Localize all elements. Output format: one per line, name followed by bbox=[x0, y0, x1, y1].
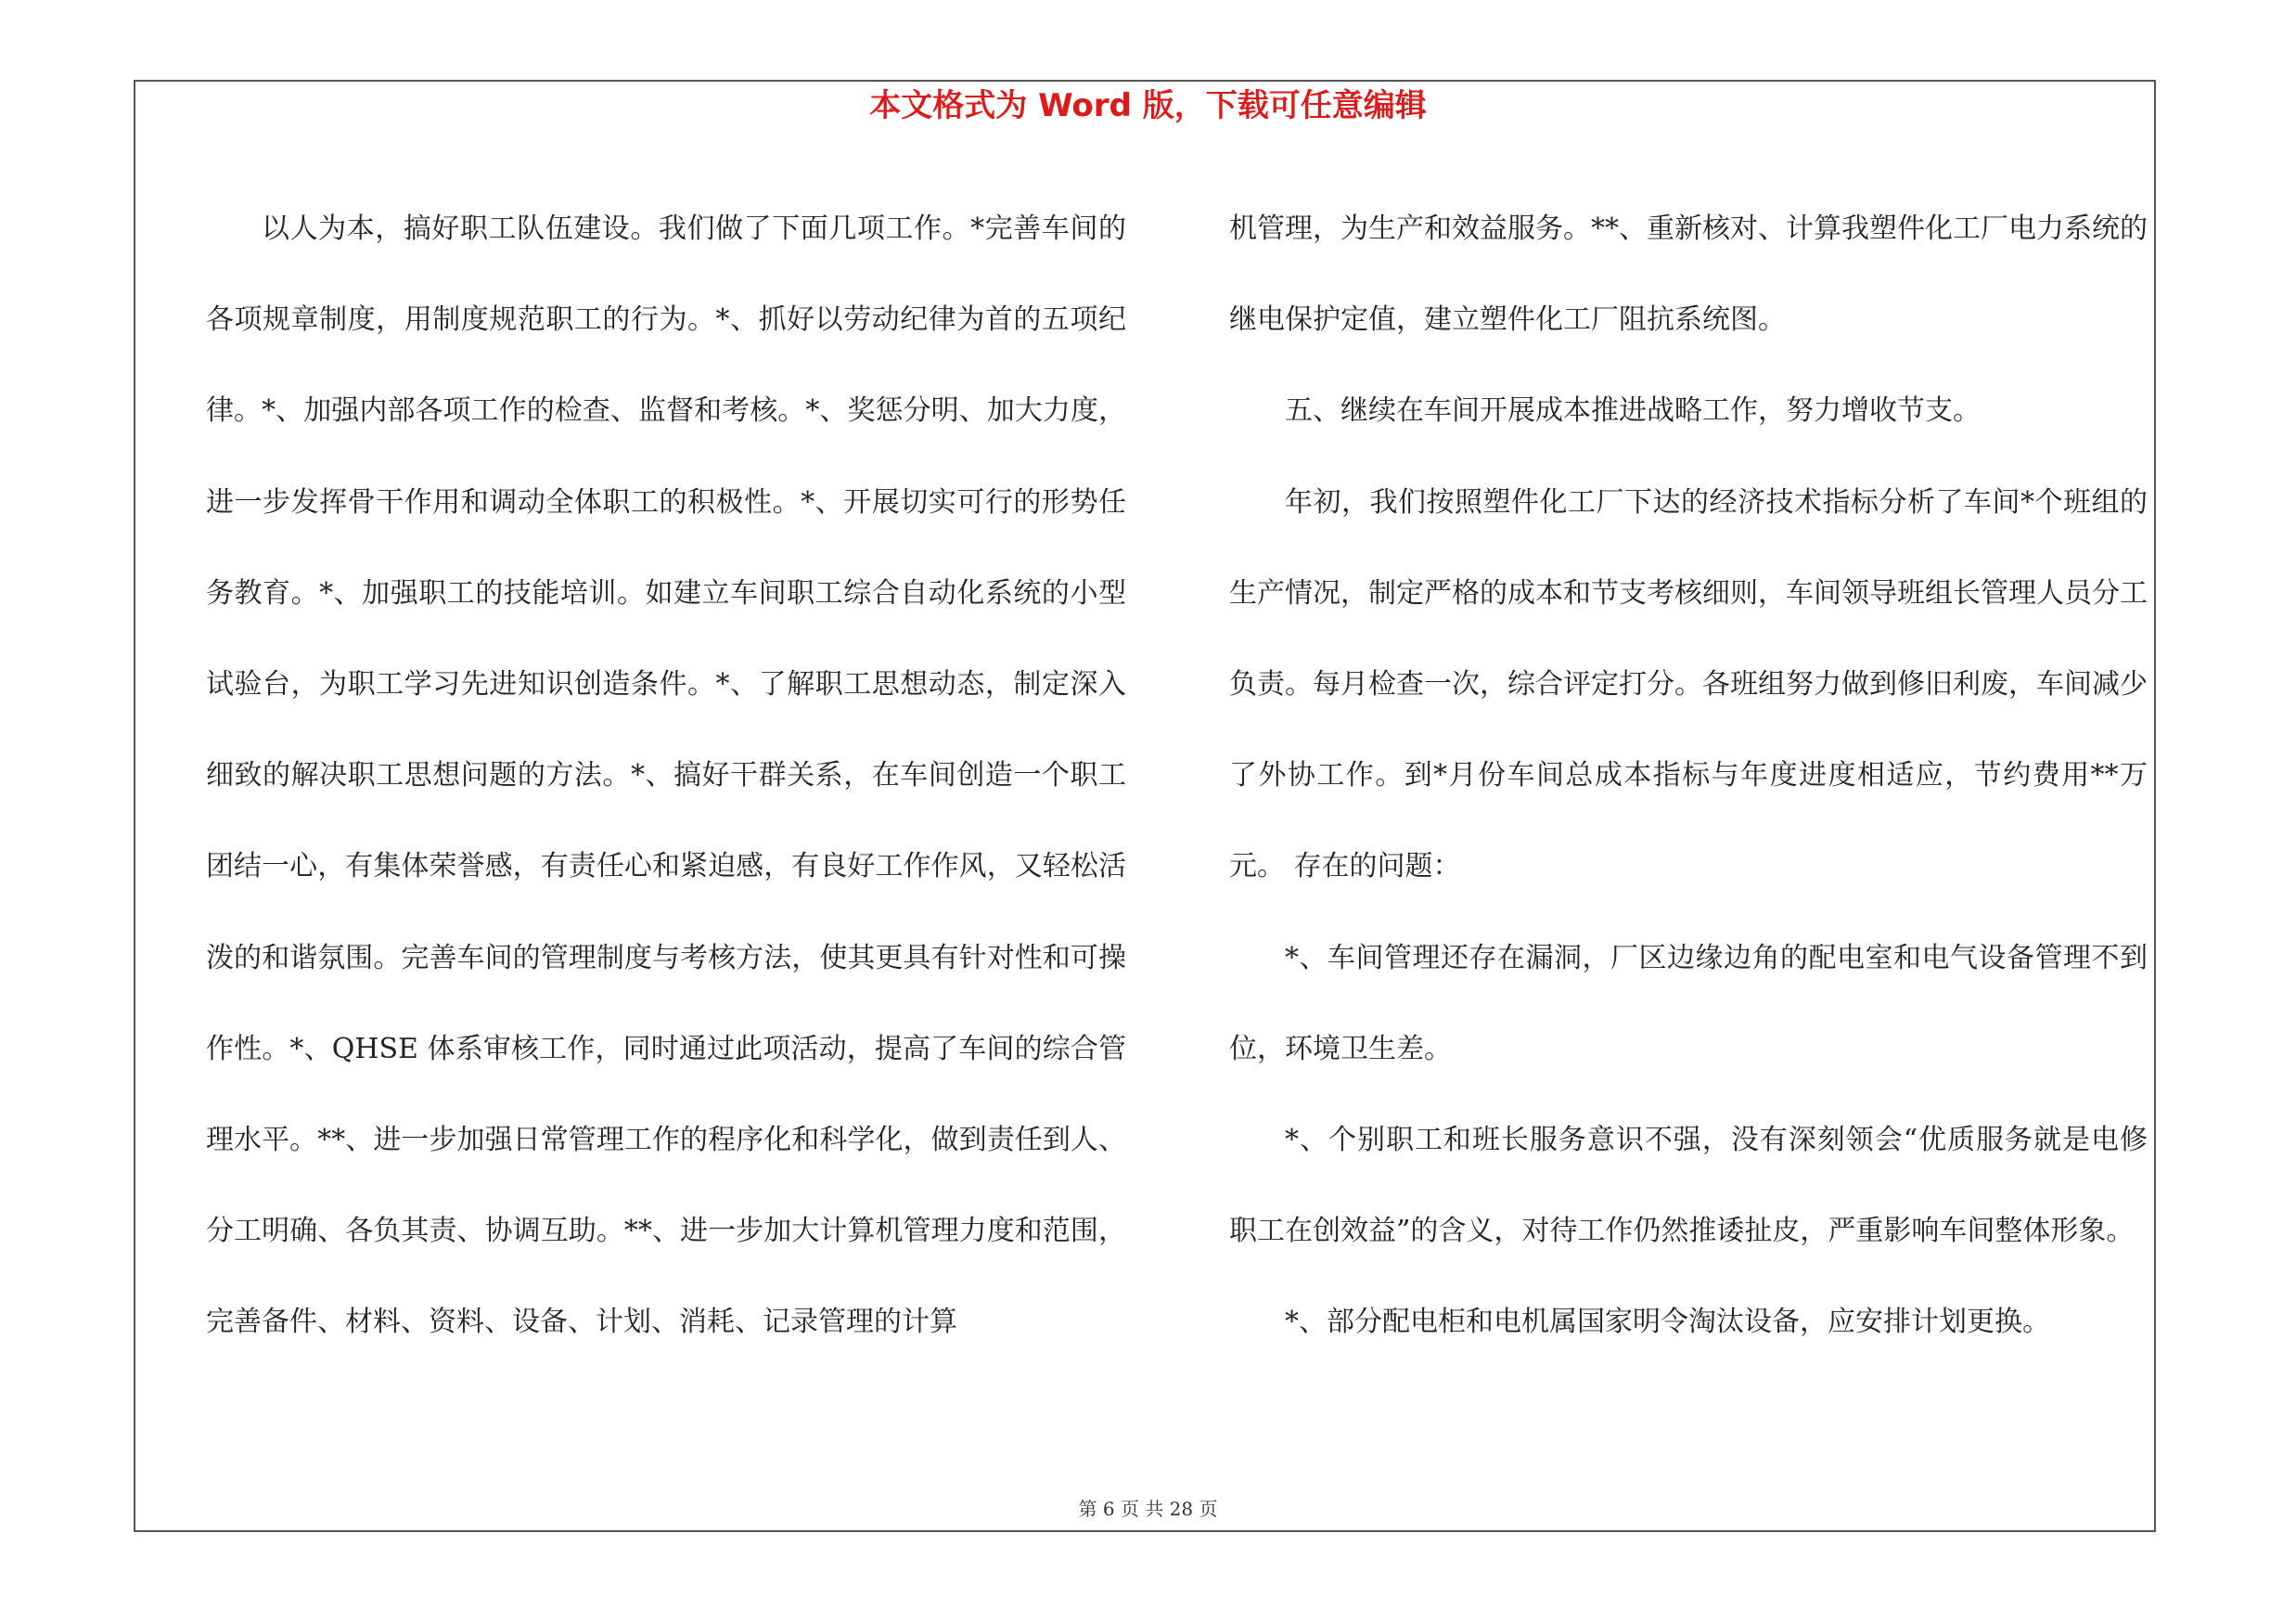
right-column bbox=[1229, 184, 2148, 1369]
paragraph-issue-1: *、车间管理还存在漏洞，厂区边缘边角的配电室和电气设备管理不到位，环境卫生差。 bbox=[1229, 941, 2148, 1065]
paragraph-team-building: 以人为本，搞好职工队伍建设。我们做了下面几项工作。*完善车间的各项规章制度，用制度规范职工的行为。*、抓好以劳动纪律为首的五项纪律。*、加强内部各项工作的检查、监督和考核。*、奖惩分明、加大力度，进一步发挥骨干作用和调动全体职工的积极性。*、开展切实可行的形势任务教育。*、加强职工的技能培训。如建立车间职工综合自动化系统的小型试验台，为职工学习先进知识创造条件。*、了解职工思想动态，制定深入细致的解决职工思想问题的方法。*、搞好干群关系，在车间创造一个职工团结一心，有集体荣誉感，有责任心和紧迫感，有良好工作作风，又轻松活泼的和谐氛围。完善车间的管理制度与考核方法，使其更具有针对性和可操作性。*、QHSE 体系审核工作，同时通过此项活动，提高了车间的综合管理水平。**、进一步加强日常管理工作的程序化和科学化，做到责任到人、分工明确、各负其责、协调互助。**、进一步加大计算机管理力度和范围，完善备件、材料、资料、设备、计划、消耗、记录管理的计算 bbox=[206, 213, 1126, 1339]
paragraph-issue-2: *、个别职工和班长服务意识不强，没有深刻领会“优质服务就是电修职工在创效益”的含义，对待工作仍然推诿扯皮，严重影响车间整体形象。 bbox=[1229, 1124, 2148, 1248]
page-number-footer: 第 6 页 共 28 页 bbox=[1078, 1498, 1218, 1520]
left-column bbox=[206, 184, 1126, 1369]
word-format-banner: 本文格式为 Word 版，下载可任意编辑 bbox=[869, 87, 1427, 124]
paragraph-heading-cost: 五、继续在车间开展成本推进战略工作，努力增收节支。 bbox=[1285, 394, 1981, 428]
paragraph-cost-analysis: 年初，我们按照塑件化工厂下达的经济技术指标分析了车间*个班组的生产情况，制定严格的成本和节支考核细则，车间领导班组长管理人员分工负责。每月检查一次，综合评定打分。各班组努力做到修旧利废，车间减少了外协工作。到*月份车间总成本指标与年度进度相适应，节约费用**万元。 存在的问题： bbox=[1229, 485, 2148, 883]
paragraph-issue-3: *、部分配电柜和电机属国家明令淘汰设备，应安排计划更换。 bbox=[1285, 1306, 2050, 1339]
paragraph-continuation: 机管理，为生产和效益服务。**、重新核对、计算我塑件化工厂电力系统的继电保护定值，建立塑件化工厂阻抗系统图。 bbox=[1229, 213, 2148, 337]
